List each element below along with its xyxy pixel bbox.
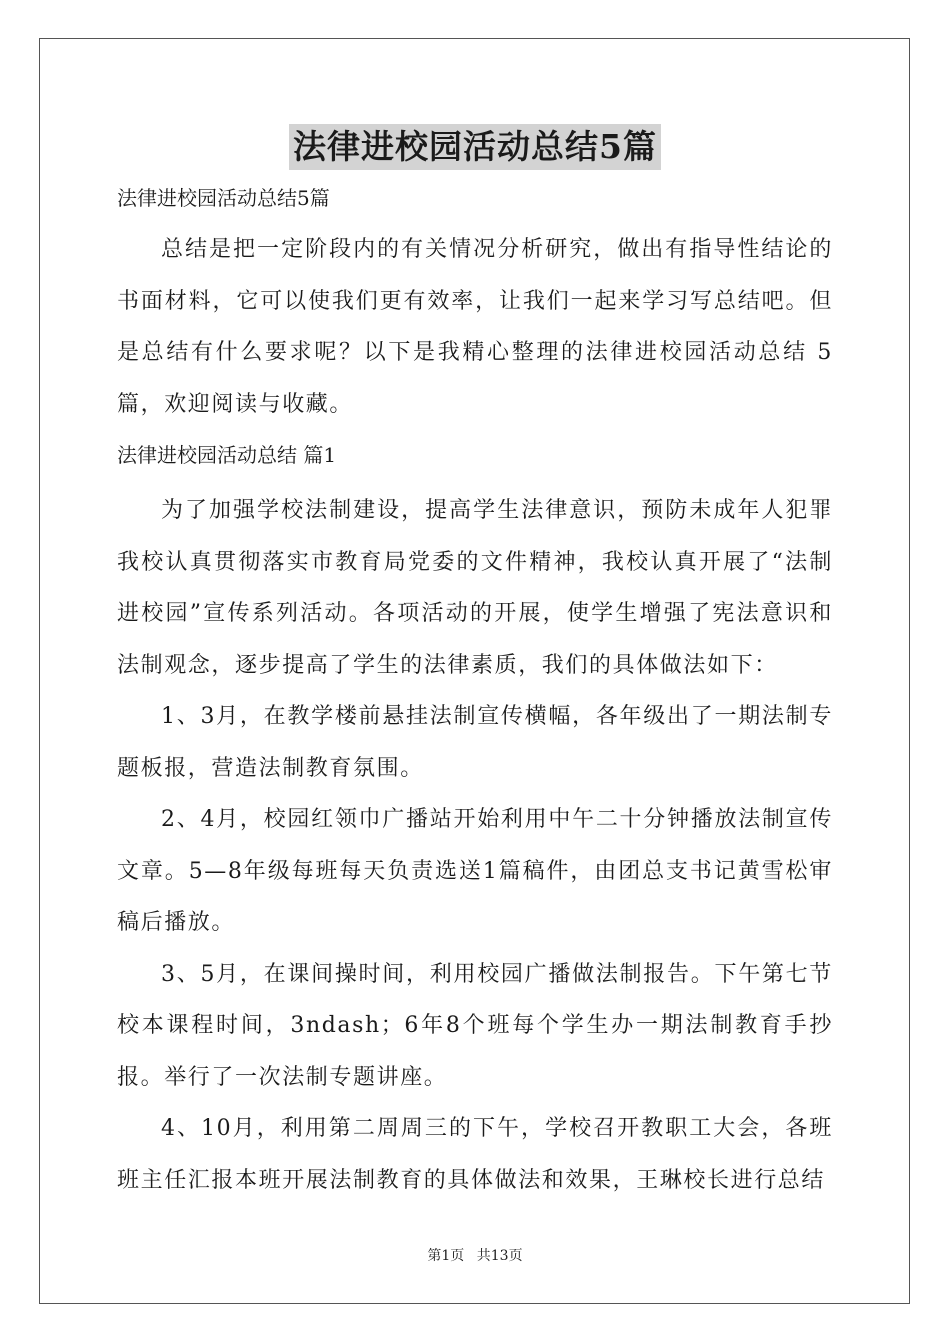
document-body	[117, 178, 833, 1206]
title-container	[0, 124, 950, 170]
intro-paragraph: 总结是把一定阶段内的有关情况分析研究，做出有指导性结论的书面材料，它可以使我们更有效率，让我们一起来学习写总结吧。但是总结有什么要求呢？以下是我精心整理的法律进校园活动总结 5篇，欢迎阅读与收藏。	[117, 237, 833, 417]
body-paragraph: 1、3月，在教学楼前悬挂法制宣传横幅，各年级出了一期法制专题板报，营造法制教育氛围。	[117, 704, 833, 781]
document-title: 法律进校园活动总结5篇	[289, 124, 661, 170]
body-paragraph: 2、4月，校园红领巾广播站开始利用中午二十分钟播放法制宣传文章。5—8年级每班每天负责选送1篇稿件，由团总支书记黄雪松审稿后播放。	[117, 807, 833, 935]
page-footer	[0, 1245, 950, 1265]
body-paragraph: 3、5月，在课间操时间，利用校园广播做法制报告。下午第七节校本课程时间，3ndash；6年8个班每个学生办一期法制教育手抄报。举行了一次法制专题讲座。	[117, 961, 833, 1090]
document-subtitle: 法律进校园活动总结5篇	[117, 186, 330, 210]
section-heading: 法律进校园活动总结 篇1	[117, 443, 337, 467]
body-paragraph: 4、10月，利用第二周周三的下午，学校召开教职工大会，各班班主任汇报本班开展法制教育的具体做法和效果，王琳校长进行总结	[117, 1116, 833, 1193]
body-paragraph: 为了加强学校法制建设，提高学生法律意识，预防未成年人犯罪我校认真贯彻落实市教育局党委的文件精神，我校认真开展了“法制进校园”宣传系列活动。各项活动的开展，使学生增强了宪法意识和法制观念，逐步提高了学生的法律素质，我们的具体做法如下：	[117, 498, 833, 678]
page-total: 共13页	[476, 1248, 523, 1264]
page-number: 第1页	[427, 1248, 465, 1264]
